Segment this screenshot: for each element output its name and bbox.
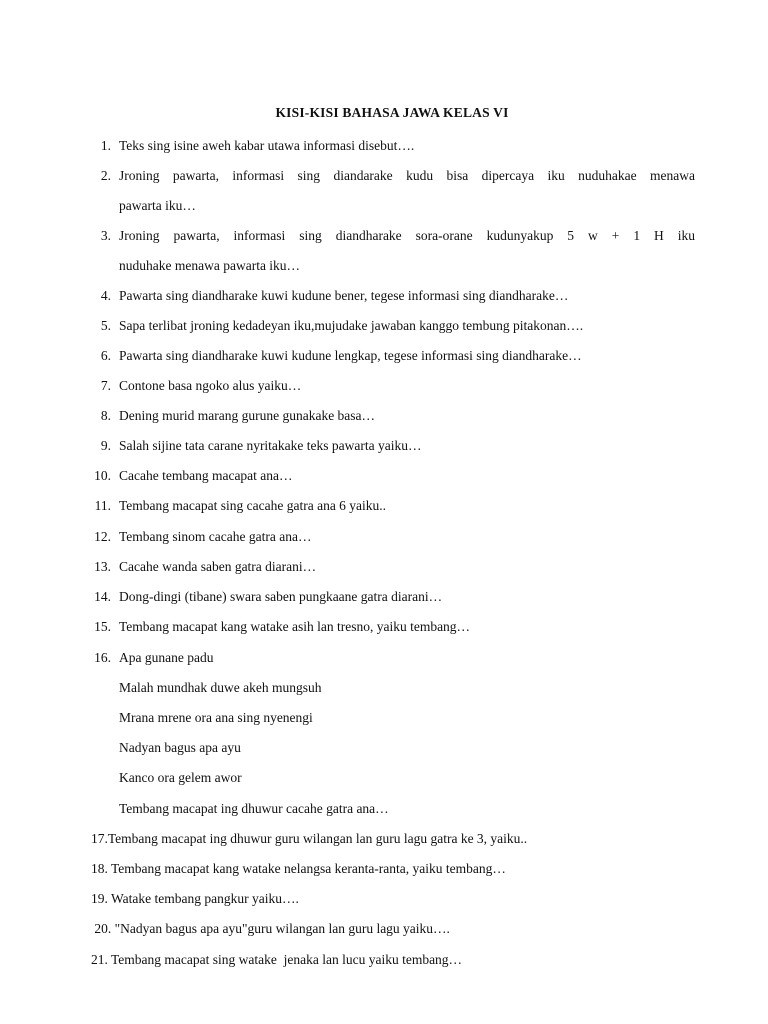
question-item: 20. "Nadyan bagus apa ayu"guru wilangan lan guru lagu yaiku…. <box>91 921 450 936</box>
question-number: 15. <box>94 619 111 634</box>
question-text: Nadyan bagus apa ayu <box>119 740 241 755</box>
question-text: Tembang macapat sing cacahe gatra ana 6 yaiku.. <box>119 498 387 513</box>
question-text: Kanco ora gelem awor <box>119 770 242 785</box>
question-text: Pawarta sing diandharake kuwi kudune lengkap, tegese informasi sing diandharake… <box>119 348 582 363</box>
question-item: 17.Tembang macapat ing dhuwur guru wilangan lan guru lagu gatra ke 3, yaiku.. <box>91 831 528 846</box>
question-number: 3. <box>100 228 111 243</box>
question-text: pawarta iku… <box>119 198 196 213</box>
question-text: Salah sijine tata carane nyritakake teks pawarta yaiku… <box>119 438 422 453</box>
question-text: Dong-dingi (tibane) swara saben pungkaane gatra diarani… <box>119 589 443 604</box>
question-text: Jroning pawarta, informasi sing diandharake sora-orane kudunyakup 5 w + 1 H iku <box>119 228 695 243</box>
question-text: Cacahe tembang macapat ana… <box>119 468 293 483</box>
question-number: 14. <box>94 589 111 604</box>
question-number: 4. <box>100 288 111 303</box>
question-number: 8. <box>100 408 111 423</box>
question-text: Jroning pawarta, informasi sing diandarake kudu bisa dipercaya iku nuduhakae menawa <box>119 168 695 183</box>
question-number: 9. <box>100 438 111 453</box>
question-text: Malah mundhak duwe akeh mungsuh <box>119 680 322 695</box>
question-number: 5. <box>100 318 111 333</box>
question-number: 2. <box>100 168 111 183</box>
question-text: Mrana mrene ora ana sing nyenengi <box>119 710 313 725</box>
question-number: 16. <box>94 650 111 665</box>
question-number: 10. <box>94 468 111 483</box>
question-item: 19. Watake tembang pangkur yaiku…. <box>91 891 299 906</box>
question-text: Cacahe wanda saben gatra diarani… <box>119 559 317 574</box>
document-title: KISI-KISI BAHASA JAWA KELAS VI <box>275 105 509 120</box>
question-text: Teks sing isine aweh kabar utawa informasi disebut…. <box>119 138 415 153</box>
question-text: Apa gunane padu <box>119 650 214 665</box>
question-text: Tembang sinom cacahe gatra ana… <box>119 529 312 544</box>
question-number: 1. <box>100 138 111 153</box>
question-item: 18. Tembang macapat kang watake nelangsa keranta-ranta, yaiku tembang… <box>91 861 506 876</box>
question-number: 13. <box>94 559 111 574</box>
question-text: Contone basa ngoko alus yaiku… <box>119 378 302 393</box>
question-number: 7. <box>100 378 111 393</box>
question-number: 11. <box>94 498 111 513</box>
question-text: nuduhake menawa pawarta iku… <box>119 258 301 273</box>
question-text: Tembang macapat ing dhuwur cacahe gatra ana… <box>119 801 389 816</box>
question-number: 12. <box>94 529 111 544</box>
question-number: 6. <box>100 348 111 363</box>
question-text: Tembang macapat kang watake asih lan tresno, yaiku tembang… <box>119 619 471 634</box>
question-item: 21. Tembang macapat sing watake jenaka lan lucu yaiku tembang… <box>91 952 463 967</box>
question-text: Sapa terlibat jroning kedadeyan iku,mujudake jawaban kanggo tembung pitakonan…. <box>119 318 584 333</box>
question-text: Pawarta sing diandharake kuwi kudune bener, tegese informasi sing diandharake… <box>119 288 569 303</box>
question-text: Dening murid marang gurune gunakake basa… <box>119 408 376 423</box>
